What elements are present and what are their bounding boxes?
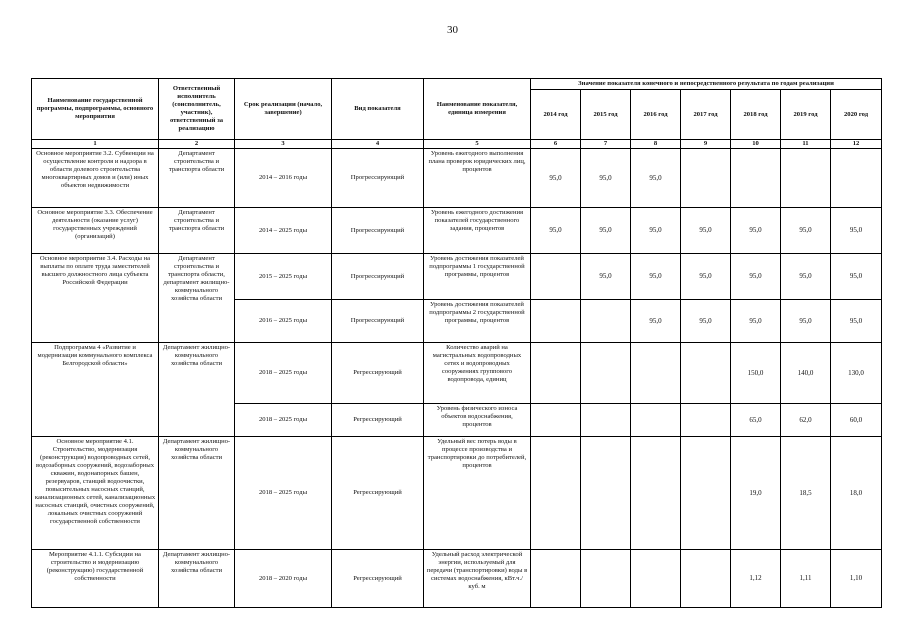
column-number: 3 bbox=[235, 140, 332, 149]
value-cell bbox=[531, 300, 581, 343]
table-row bbox=[32, 149, 882, 208]
header-period: Срок реализации (начало, завершение) bbox=[235, 79, 332, 140]
value-cell: 95,0 bbox=[781, 300, 831, 343]
column-number: 8 bbox=[631, 140, 681, 149]
indicators-table bbox=[31, 78, 882, 608]
row-type: Регрессирующий bbox=[332, 550, 424, 608]
row-period: 2018 – 2025 годы bbox=[235, 404, 332, 437]
value-cell: 95,0 bbox=[781, 254, 831, 300]
row-responsible: Департамент жилищно-коммунального хозяйства области bbox=[159, 343, 235, 437]
row-type: Регрессирующий bbox=[332, 404, 424, 437]
header-responsible: Ответственный исполнитель (соисполнитель, участник), ответственный за реализацию bbox=[159, 79, 235, 140]
value-cell: 95,0 bbox=[531, 149, 581, 208]
value-cell: 62,0 bbox=[781, 404, 831, 437]
value-cell bbox=[731, 149, 781, 208]
column-number: 4 bbox=[332, 140, 424, 149]
header-year: 2015 год bbox=[581, 90, 631, 140]
value-cell: 95,0 bbox=[731, 254, 781, 300]
row-period: 2018 – 2025 годы bbox=[235, 437, 332, 550]
table-row bbox=[32, 437, 882, 550]
row-responsible: Департамент строительства и транспорта области bbox=[159, 208, 235, 254]
column-number: 6 bbox=[531, 140, 581, 149]
value-cell bbox=[531, 343, 581, 404]
table-row bbox=[32, 254, 882, 300]
row-period: 2014 – 2025 годы bbox=[235, 208, 332, 254]
value-cell: 95,0 bbox=[581, 208, 631, 254]
table-row bbox=[32, 343, 882, 404]
column-number: 2 bbox=[159, 140, 235, 149]
row-name: Основное мероприятие 3.2. Субвенции на осуществление контроля и надзора в области долевого строительства многоквартирных домов и (или) иных объектов недвижимости bbox=[32, 149, 159, 208]
row-period: 2014 – 2016 годы bbox=[235, 149, 332, 208]
value-cell: 95,0 bbox=[531, 208, 581, 254]
row-indicator: Удельный вес потерь воды в процессе производства и транспортировки до потребителей, процентов bbox=[424, 437, 531, 550]
row-name: Подпрограмма 4 «Развитие и модернизация коммунального комплекса Белгородской области» bbox=[32, 343, 159, 437]
value-cell: 95,0 bbox=[831, 254, 882, 300]
column-number: 5 bbox=[424, 140, 531, 149]
value-cell bbox=[581, 300, 631, 343]
header-year: 2016 год bbox=[631, 90, 681, 140]
value-cell bbox=[631, 437, 681, 550]
row-indicator: Количество аварий на магистральных водопроводных сетях и водопроводных сооружениях группового водопровода, единиц bbox=[424, 343, 531, 404]
row-period: 2015 – 2025 годы bbox=[235, 254, 332, 300]
value-cell: 95,0 bbox=[631, 149, 681, 208]
header-year: 2019 год bbox=[781, 90, 831, 140]
column-number: 7 bbox=[581, 140, 631, 149]
value-cell: 95,0 bbox=[731, 300, 781, 343]
value-cell bbox=[681, 404, 731, 437]
value-cell bbox=[581, 404, 631, 437]
header-values-group: Значение показателя конечного и непосредственного результата по годам реализации bbox=[531, 79, 882, 90]
value-cell bbox=[631, 550, 681, 608]
value-cell bbox=[681, 437, 731, 550]
value-cell bbox=[631, 404, 681, 437]
header-indicator: Наименование показателя, единица измерения bbox=[424, 79, 531, 140]
value-cell: 1,11 bbox=[781, 550, 831, 608]
header-year: 2014 год bbox=[531, 90, 581, 140]
table-row bbox=[32, 550, 882, 608]
column-number: 1 bbox=[32, 140, 159, 149]
value-cell: 140,0 bbox=[781, 343, 831, 404]
value-cell bbox=[631, 343, 681, 404]
value-cell: 65,0 bbox=[731, 404, 781, 437]
value-cell bbox=[681, 343, 731, 404]
value-cell bbox=[681, 149, 731, 208]
value-cell: 1,12 bbox=[731, 550, 781, 608]
value-cell bbox=[581, 437, 631, 550]
row-responsible: Департамент строительства и транспорта области bbox=[159, 149, 235, 208]
row-indicator: Удельный расход электрической энергии, используемый для передачи (транспортировки) воды в системах водоснабжения, кВт.ч./куб. м bbox=[424, 550, 531, 608]
value-cell: 95,0 bbox=[831, 300, 882, 343]
table-row bbox=[32, 208, 882, 254]
value-cell bbox=[581, 550, 631, 608]
column-number: 9 bbox=[681, 140, 731, 149]
value-cell: 95,0 bbox=[731, 208, 781, 254]
value-cell: 95,0 bbox=[631, 208, 681, 254]
value-cell: 95,0 bbox=[581, 149, 631, 208]
header-year: 2017 год bbox=[681, 90, 731, 140]
value-cell: 60,0 bbox=[831, 404, 882, 437]
value-cell bbox=[531, 404, 581, 437]
value-cell bbox=[831, 149, 882, 208]
row-type: Регрессирующий bbox=[332, 437, 424, 550]
value-cell: 130,0 bbox=[831, 343, 882, 404]
row-responsible: Департамент жилищно-коммунального хозяйства области bbox=[159, 550, 235, 608]
row-indicator: Уровень достижения показателей подпрограммы 1 государственной программы, процентов bbox=[424, 254, 531, 300]
row-period: 2016 – 2025 годы bbox=[235, 300, 332, 343]
value-cell bbox=[781, 149, 831, 208]
row-type: Прогрессирующий bbox=[332, 300, 424, 343]
value-cell: 18,5 bbox=[781, 437, 831, 550]
row-period: 2018 – 2025 годы bbox=[235, 343, 332, 404]
header-type: Вид показателя bbox=[332, 79, 424, 140]
header-year: 2020 год bbox=[831, 90, 882, 140]
value-cell: 1,10 bbox=[831, 550, 882, 608]
header-name: Наименование государственной программы, подпрограммы, основного мероприятия bbox=[32, 79, 159, 140]
row-type: Прогрессирующий bbox=[332, 149, 424, 208]
row-indicator: Уровень ежегодного выполнения плана проверок юридических лиц, процентов bbox=[424, 149, 531, 208]
row-type: Прогрессирующий bbox=[332, 254, 424, 300]
row-responsible: Департамент жилищно-коммунального хозяйства области bbox=[159, 437, 235, 550]
row-type: Прогрессирующий bbox=[332, 208, 424, 254]
value-cell bbox=[531, 437, 581, 550]
row-period: 2018 – 2020 годы bbox=[235, 550, 332, 608]
header-year: 2018 год bbox=[731, 90, 781, 140]
value-cell: 95,0 bbox=[631, 254, 681, 300]
value-cell bbox=[531, 550, 581, 608]
value-cell bbox=[681, 550, 731, 608]
value-cell: 95,0 bbox=[581, 254, 631, 300]
value-cell: 95,0 bbox=[831, 208, 882, 254]
column-number: 12 bbox=[831, 140, 882, 149]
column-number: 10 bbox=[731, 140, 781, 149]
value-cell: 95,0 bbox=[781, 208, 831, 254]
value-cell: 95,0 bbox=[681, 254, 731, 300]
row-name: Основное мероприятие 3.4. Расходы на выплаты по оплате труда заместителей высшего должностного лица субъекта Российской Федерации bbox=[32, 254, 159, 343]
value-cell bbox=[581, 343, 631, 404]
row-indicator: Уровень достижения показателей подпрограммы 2 государственной программы, процентов bbox=[424, 300, 531, 343]
row-name: Основное мероприятие 4.1. Строительство, модернизация (реконструкция) водопроводных сетей, водозаборных сооружений, водозаборных скважин, водонапорных башен, резервуаров, станций водоочистки, повысительных насосных станций, канализационных сетей, канализационных насосных станций, очистных сооружений, локальных очистных сооружений государственной собственности bbox=[32, 437, 159, 550]
value-cell: 150,0 bbox=[731, 343, 781, 404]
row-type: Регрессирующий bbox=[332, 343, 424, 404]
value-cell: 95,0 bbox=[631, 300, 681, 343]
row-indicator: Уровень физического износа объектов водоснабжения, процентов bbox=[424, 404, 531, 437]
row-name: Основное мероприятие 3.3. Обеспечение деятельности (оказание услуг) государственных учреждений (организаций) bbox=[32, 208, 159, 254]
value-cell: 95,0 bbox=[681, 300, 731, 343]
column-number: 11 bbox=[781, 140, 831, 149]
row-name: Мероприятие 4.1.1. Субсидии на строительство и модернизацию (реконструкцию) государственной собственности bbox=[32, 550, 159, 608]
value-cell: 95,0 bbox=[681, 208, 731, 254]
value-cell: 18,0 bbox=[831, 437, 882, 550]
row-responsible: Департамент строительства и транспорта области, департамент жилищно-коммунального хозяйства области bbox=[159, 254, 235, 343]
row-indicator: Уровень ежегодного достижения показателей государственного задания, процентов bbox=[424, 208, 531, 254]
value-cell bbox=[531, 254, 581, 300]
value-cell: 19,0 bbox=[731, 437, 781, 550]
page-number: 30 bbox=[447, 24, 458, 36]
